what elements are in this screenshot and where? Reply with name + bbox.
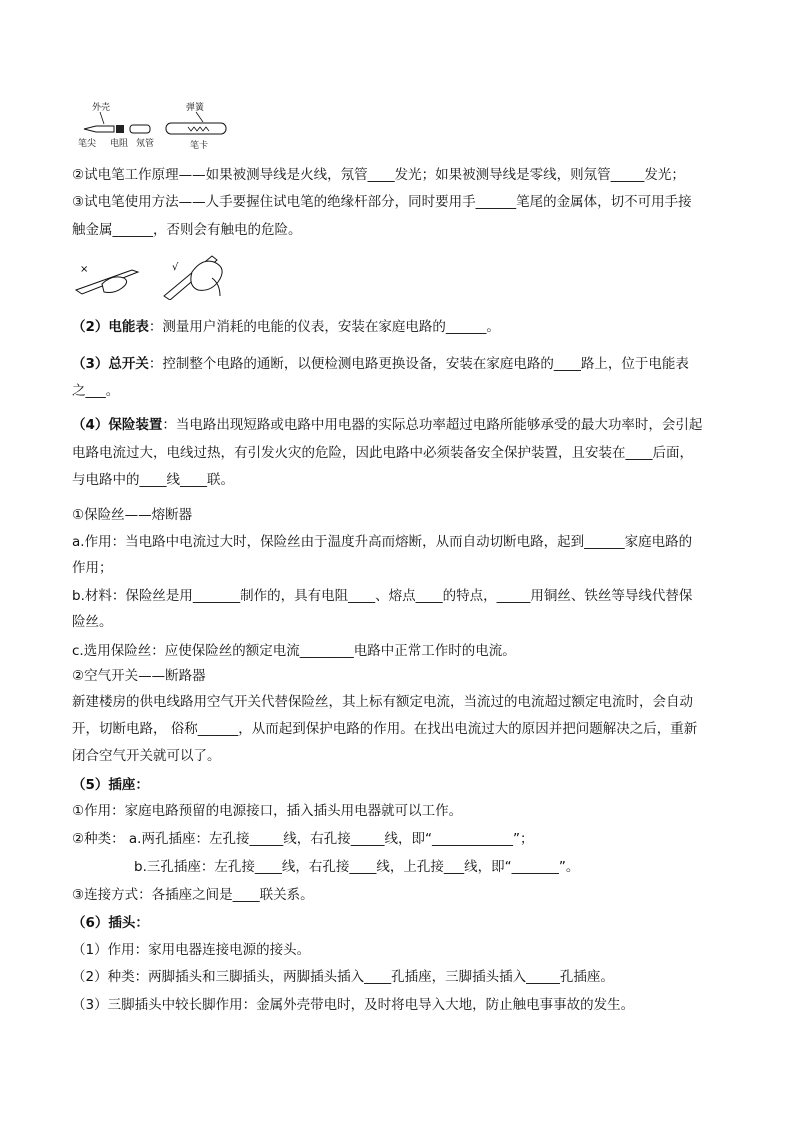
text-line: ②空气开关——断路器 (72, 668, 206, 684)
text-line: ①保险丝——熔断器 (72, 507, 193, 523)
text-span: ：测量用户消耗的电能的仪表，安装在家庭电路的______。 (148, 319, 500, 335)
text-line: 开，切断电路， 俗称______，从而起到保护电路的作用。在找出电流过大的原因并把问题解决之后，重新 (72, 721, 698, 737)
right-mark: √ (172, 262, 179, 273)
test-pencil-usage-diagram (72, 248, 242, 300)
section-title: （3）总开关 (72, 356, 149, 372)
text-line: 与电路中的____线____联。 (72, 472, 234, 488)
text-line: （3）三脚插头中较长脚作用：金属外壳带电时，及时将电导入大地，防止触电事事故的发生。 (72, 997, 635, 1013)
section-plug-title: （6）插头： (72, 915, 149, 931)
text-line: 触金属______，否则会有触电的危险。 (72, 222, 302, 238)
label-spring: 弹簧 (186, 103, 205, 113)
text-line: 作用； (72, 560, 113, 576)
section-meter (72, 317, 500, 337)
label-clip: 笔卡 (190, 141, 209, 150)
section-fuse (72, 415, 702, 435)
label-resistor: 电阻 (110, 139, 129, 149)
section-socket-title: （5）插座： (72, 777, 149, 793)
section-title: （2）电能表 (72, 319, 149, 335)
section-title: （4）保险装置 (72, 417, 163, 433)
text-line: ②种类： a.两孔插座：左孔接_____线，右孔接_____线，即“____________”； (72, 831, 534, 847)
label-shell: 外壳 (92, 103, 111, 113)
section-main-switch (72, 354, 689, 374)
text-line: 闭合空气开关就可以了。 (72, 748, 221, 764)
wrong-mark: × (80, 264, 89, 275)
text-line: （2）种类：两脚插头和三脚插头，两脚插头插入____孔插座，三脚插头插入_____孔插座。 (72, 969, 614, 985)
text-line: b.三孔插座：左孔接____线，右孔接____线，上孔接___线，即“_______”。 (134, 859, 580, 875)
text-line: ③试电笔使用方法——人手要握住试电笔的绝缘杆部分，同时要用手______笔尾的金属体，切不可用手接 (72, 194, 692, 210)
text-line: （1）作用：家用电器连接电源的接头。 (72, 942, 311, 958)
text-line: 之___。 (72, 383, 120, 399)
text-line: ③连接方式：各插座之间是____联关系。 (72, 887, 314, 903)
text-line: 新建楼房的供电线路用空气开关代替保险丝，其上标有额定电流，当流过的电流超过额定电流时，会自动 (72, 694, 693, 710)
label-tip: 笔尖 (78, 139, 97, 149)
text-line: ②试电笔工作原理——如果被测导线是火线，氖管____发光；如果被测导线是零线，则氖管_____发光； (72, 167, 685, 183)
text-line: ①作用：家庭电路预留的电源接口，插入插头用电器就可以工作。 (72, 803, 463, 819)
text-line: a.作用：当电路中电流过大时，保险丝由于温度升高而熔断，从而自动切断电路，起到______家庭电路的 (72, 534, 693, 550)
text-line: 电路电流过大，电线过热，有引发火灾的危险，因此电路中必须装备安全保护装置，且安装在____后面， (72, 445, 693, 461)
text-line: 险丝。 (72, 614, 113, 630)
test-pencil-diagram (78, 98, 238, 150)
label-neon: 氖管 (136, 139, 155, 149)
text-line: c.选用保险丝：应使保险丝的额定电流________电路中正常工作时的电流。 (72, 643, 516, 659)
text-span: ：控制整个电路的通断，以便检测电路更换设备，安装在家庭电路的____路上，位于电能表 (148, 356, 689, 372)
text-line: b.材料：保险丝是用_______制作的，具有电阻____、熔点____的特点，_____用铜丝、铁丝等导线代替保 (72, 588, 693, 604)
text-span: ：当电路出现短路或电路中用电器的实际总功率超过电路所能够承受的最大功率时，会引起 (162, 417, 703, 433)
